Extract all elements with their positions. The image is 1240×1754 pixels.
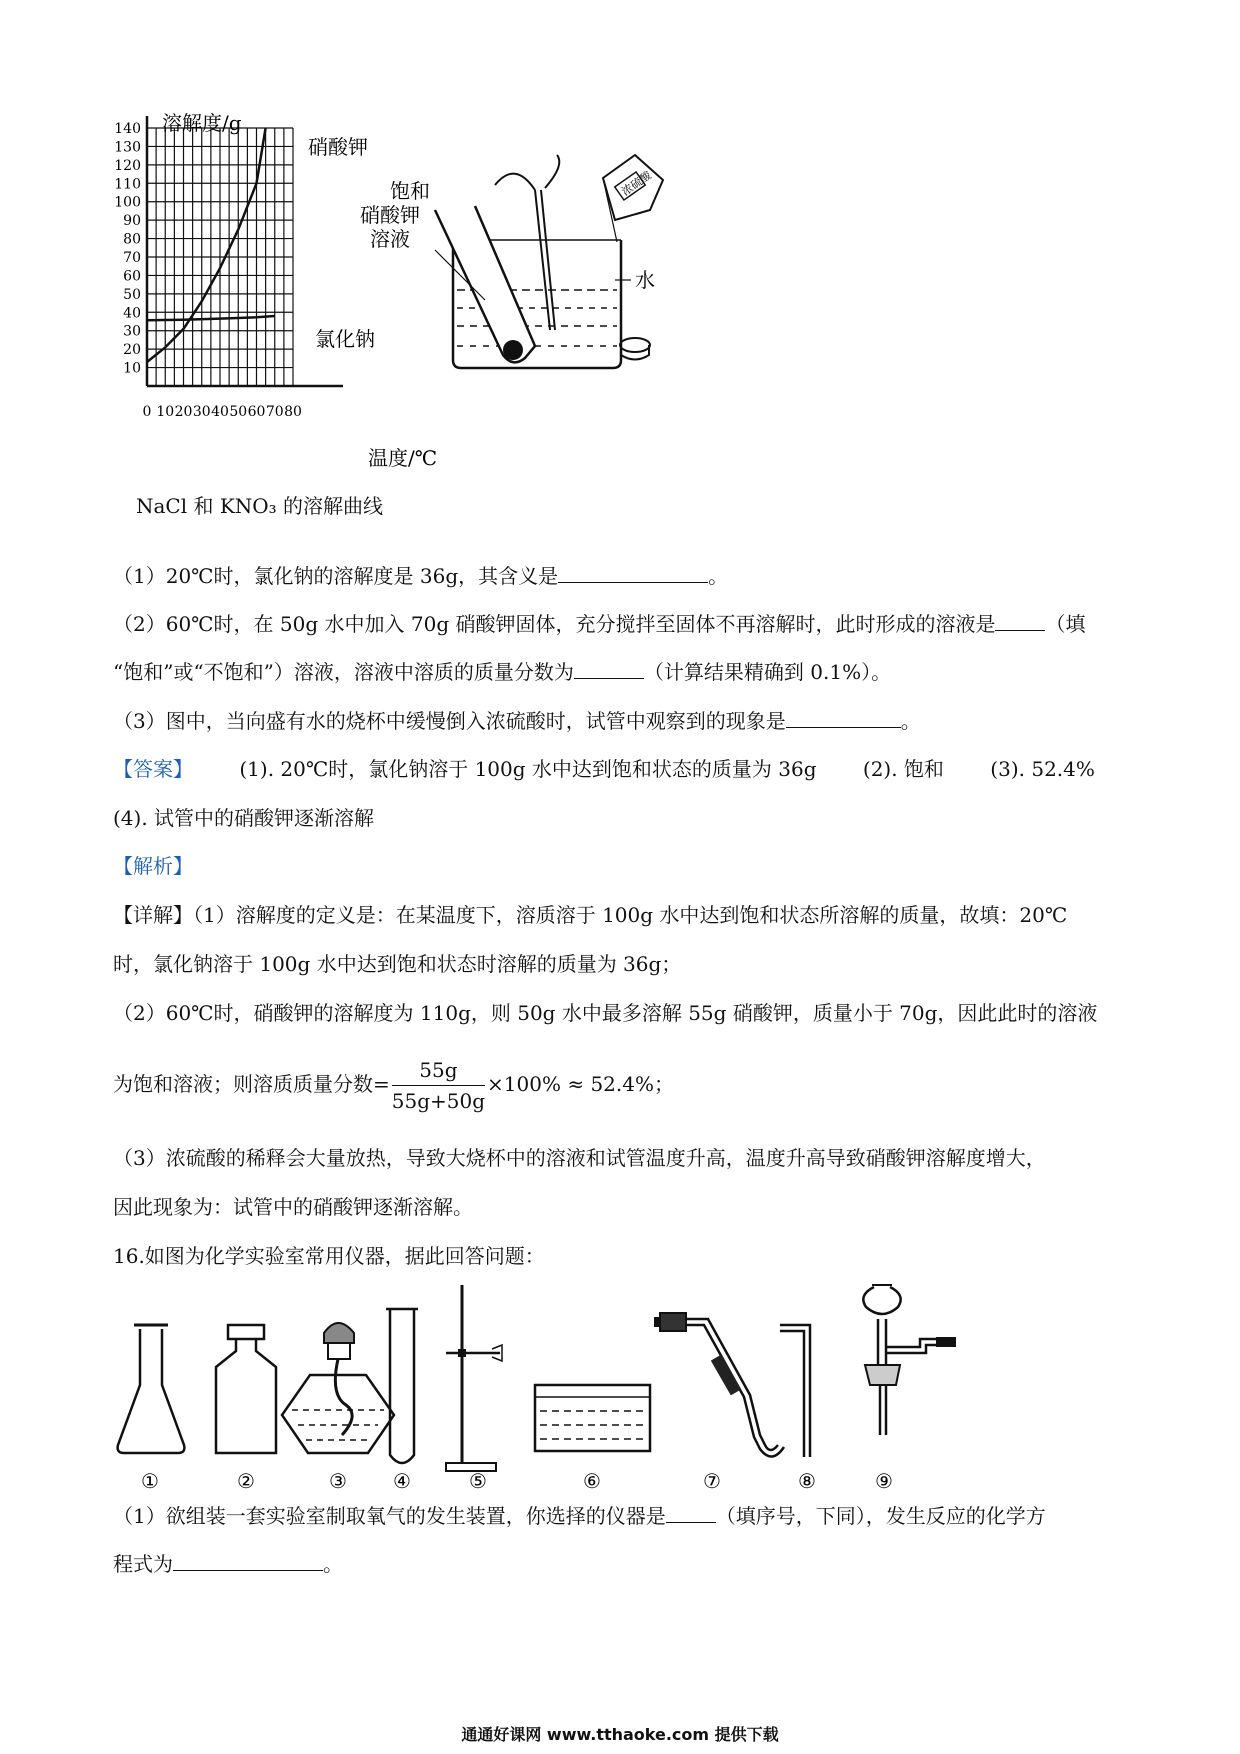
series-label-nacl: 氯化钠	[315, 327, 375, 351]
separatory-funnel-icon	[863, 1285, 956, 1435]
chart-x-label: 温度/℃	[368, 446, 438, 470]
answer-line2	[113, 803, 1128, 833]
apparatus-label-bottle: 浓硫酸	[619, 168, 654, 199]
detail-line6: 因此现象为：试管中的硝酸钾逐渐溶解。	[113, 1195, 473, 1219]
chart-y-tick-label: 100	[114, 194, 141, 211]
beaker-test-tube-apparatus	[360, 150, 665, 380]
chart-x-tick-label: 70	[265, 404, 284, 420]
chart-x-tick-label: 10	[156, 404, 175, 420]
chart-y-tick-label: 140	[114, 121, 141, 137]
detail-line2: 时，氯化钠溶于 100g 水中达到饱和状态时溶解的质量为 36g；	[113, 952, 682, 976]
chart-x-tick-label: 50	[229, 404, 248, 420]
apparatus-label-solution-3: 溶液	[370, 227, 410, 251]
answer-blank-3[interactable]	[574, 656, 644, 679]
detail-line3: （2）60℃时，硝酸钾的溶解度为 110g，则 50g 水中最多溶解 55g 硝酸钾，质量小于 70g，因此此时的溶液	[113, 1001, 1098, 1025]
instrument-label: ②	[237, 1469, 255, 1493]
chart-y-tick-label: 20	[123, 342, 141, 359]
chart-y-tick-label: 10	[123, 360, 141, 377]
question-1: （1）20℃时，氯化钠的溶解度是 36g，其含义是 。	[113, 560, 1128, 591]
instrument-label: ①	[141, 1469, 159, 1493]
chart-y-tick-label: 120	[114, 157, 141, 174]
answer-blank-16-1[interactable]	[666, 1500, 716, 1523]
answer-line1	[113, 754, 1128, 784]
instrument-label: ⑤	[469, 1469, 487, 1493]
stopper-with-tube-icon	[654, 1313, 784, 1457]
question-16-1-line1: （1）欲组装一套实验室制取氧气的发生装置，你选择的仪器是 （填序号，下同），发生反应的化学方	[113, 1500, 1128, 1531]
lab-instruments-figure	[110, 1285, 1070, 1495]
chart-y-tick-label: 90	[123, 213, 141, 230]
question-16-title: 16.如图为化学实验室常用仪器，据此回答问题：	[113, 1244, 545, 1268]
instrument-label: ③	[329, 1469, 347, 1493]
chart-y-tick-label: 70	[123, 250, 141, 266]
chart-x-tick-label: 80	[284, 404, 302, 420]
chart-y-tick-label: 40	[123, 305, 141, 322]
chart-y-tick-label: 30	[123, 323, 141, 340]
answer-2: (2). 饱和	[862, 757, 944, 781]
chart-y-tick-label: 80	[123, 231, 141, 248]
iron-stand-icon	[446, 1285, 502, 1471]
chart-x-tick-label: 30	[192, 404, 211, 420]
instrument-label: ⑥	[583, 1469, 601, 1493]
alcohol-lamp-icon	[282, 1323, 394, 1453]
instrument-label: ⑦	[703, 1469, 721, 1493]
answer-blank-2[interactable]	[995, 608, 1045, 631]
series-label-kno3: 硝酸钾	[308, 135, 368, 159]
chart-y-tick-label: 60	[123, 268, 141, 285]
answer-1: (1). 20℃时，氯化钠溶于 100g 水中达到饱和状态的质量为 36g	[239, 757, 817, 781]
question-2-line2: “饱和”或“不饱和”）溶液，溶液中溶质的质量分数为 （计算结果精确到 0.1%）。	[113, 656, 1128, 687]
instrument-label: ⑧	[798, 1469, 816, 1493]
answer-3: (3). 52.4%	[990, 757, 1095, 781]
apparatus-label-solution-2: 硝酸钾	[360, 203, 420, 227]
answer-blank-4[interactable]	[786, 705, 901, 728]
chart-x-tick-label: 60	[247, 404, 266, 420]
question-3: （3）图中，当向盛有水的烧杯中缓慢倒入浓硫酸时，试管中观察到的现象是 。	[113, 705, 1128, 736]
chart-y-ticks	[114, 121, 141, 377]
reagent-bottle-icon	[216, 1325, 276, 1453]
chart-y-tick-label: 50	[123, 286, 141, 303]
detail-line5: （3）浓硫酸的稀释会大量放热，导致大烧杯中的溶液和试管温度升高，温度升高导致硝酸钾溶解度增大，	[113, 1146, 1046, 1170]
bent-glass-tube-icon	[780, 1325, 810, 1457]
instrument-label: ⑨	[875, 1469, 893, 1493]
chart-y-tick-label: 110	[114, 176, 141, 193]
apparatus-label-water: 水	[635, 268, 655, 292]
answer-label: 【答案】	[113, 757, 193, 781]
detail-line1: 【详解】（1）溶解度的定义是：在某温度下，溶质溶于 100g 水中达到饱和状态所溶解的质量，故填：20℃	[113, 903, 1068, 927]
question-2-line1: （2）60℃时，在 50g 水中加入 70g 硝酸钾固体，充分搅拌至固体不再溶解时，此时形成的溶液是 （填	[113, 608, 1128, 639]
instrument-labels	[141, 1469, 893, 1493]
conical-flask-icon	[118, 1325, 185, 1453]
chart-x-tick-label: 20	[174, 404, 193, 420]
chart-caption: NaCl 和 KNO₃ 的溶解曲线	[136, 494, 384, 518]
detail-label: 【详解】	[113, 903, 193, 927]
detail-line4: 为饱和溶液；则溶质质量分数= $\frac{55g}{55g+50g}$ ×100% ≈ 52.4%；	[113, 1055, 1128, 1116]
chart-x-tick-label: 0	[142, 404, 152, 420]
answer-blank-1[interactable]	[558, 560, 708, 583]
answer-blank-16-2[interactable]	[173, 1548, 323, 1571]
chart-x-ticks	[143, 404, 302, 420]
question-16-1-line2: 程式为 。	[113, 1548, 1128, 1579]
test-tube-icon	[386, 1309, 418, 1463]
mass-fraction-formula: $\frac{55g}{55g+50g}$	[392, 1055, 485, 1116]
instrument-label: ④	[393, 1469, 411, 1493]
chart-y-label: 溶解度/g	[162, 111, 242, 135]
chart-x-tick-label: 40	[211, 404, 229, 420]
page-footer: 通通好课网 www.tthaoke.com 提供下载	[461, 1725, 779, 1744]
apparatus-label-solution-1: 饱和	[390, 179, 430, 203]
answer-4: (4). 试管中的硝酸钾逐渐溶解	[113, 806, 375, 830]
water-trough-icon	[535, 1385, 650, 1451]
chart-y-tick-label: 130	[114, 139, 141, 156]
analysis-label: 【解析】	[113, 854, 193, 878]
